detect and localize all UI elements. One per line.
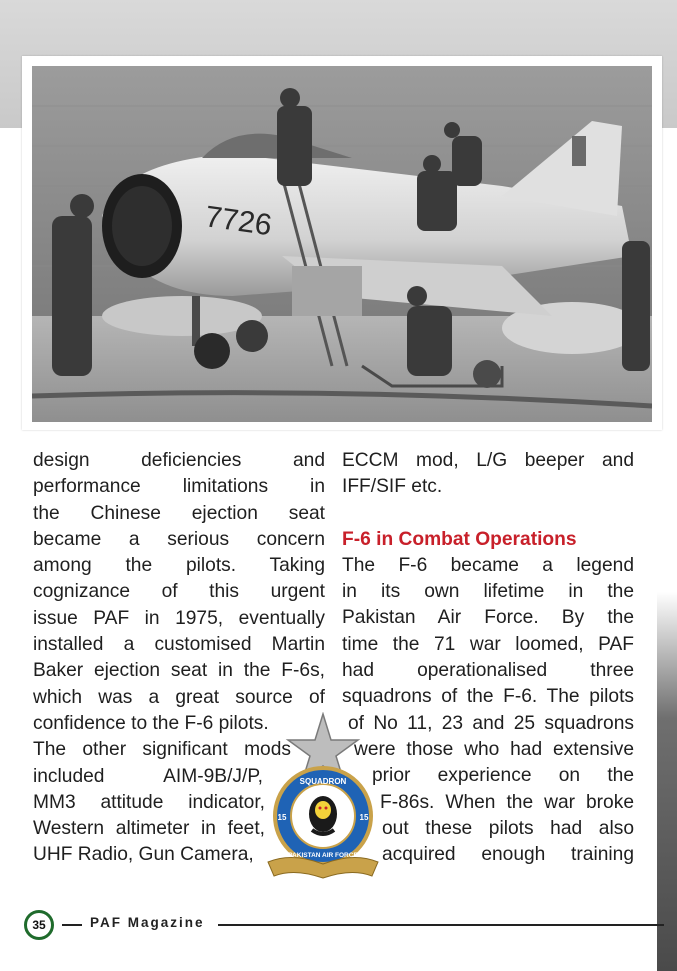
text-line: Baker ejection seat in the F-6s, <box>33 660 325 682</box>
text-line: of No 11, 23 and 25 squadrons <box>348 712 634 734</box>
emblem-top-text: SQUADRON <box>299 777 347 786</box>
text-line: became a serious concern <box>33 528 325 550</box>
text-line: IFF/SIF etc. <box>342 476 443 498</box>
text-line: UHF Radio, Gun Camera, <box>33 844 254 866</box>
text-line: which was a great source of <box>33 686 325 708</box>
section-heading: F-6 in Combat Operations <box>342 528 577 550</box>
text-line: design deficiencies and <box>33 450 325 471</box>
text-line: F-86s. When the war broke <box>380 791 634 813</box>
page-number: 35 <box>24 910 54 940</box>
aircraft-photo <box>32 66 652 422</box>
text-line: The F-6 became a legend <box>342 554 634 576</box>
text-line: prior experience on the <box>372 765 634 787</box>
text-line: time the 71 war loomed, PAF <box>342 633 634 655</box>
text-line: out these pilots had also <box>382 817 634 839</box>
emblem-bottom-text: PAKISTAN AIR FORCE <box>288 852 358 859</box>
text-line: included AIM-9B/J/P, <box>33 765 263 787</box>
text-line: the Chinese ejection seat <box>33 502 325 524</box>
text-line: The other significant mods <box>33 739 291 761</box>
text-line: in its own lifetime in the <box>342 581 634 603</box>
aircraft-number: 7726 <box>203 200 274 243</box>
text-line: acquired enough training <box>382 844 634 866</box>
text-line: ECCM mod, L/G beeper and <box>342 450 634 471</box>
text-line: issue PAF in 1975, eventually <box>33 607 325 629</box>
text-line: Western altimeter in feet, <box>33 818 265 840</box>
text-line: Pakistan Air Force. By the <box>342 607 634 629</box>
squadron-emblem <box>262 712 384 880</box>
text-line: had operationalised three <box>342 660 634 682</box>
page-footer <box>24 910 664 940</box>
emblem-left-number: 15 <box>277 813 287 822</box>
magazine-title: PAF Magazine <box>90 915 205 930</box>
footer-divider <box>62 924 82 926</box>
text-line: MM3 attitude indicator, <box>33 791 265 813</box>
text-line: among the pilots. Taking <box>33 555 325 577</box>
text-line: installed a customised Martin <box>33 634 325 656</box>
footer-rule <box>218 924 664 926</box>
emblem-right-number: 15 <box>359 813 369 822</box>
text-line: cognizance of this urgent <box>33 581 325 603</box>
text-line: performance limitations in <box>33 476 325 498</box>
right-column <box>342 448 634 868</box>
text-line: confidence to the F-6 pilots. <box>33 712 269 734</box>
text-line: squadrons of the F-6. The pilots <box>342 686 634 708</box>
text-line: were those who had extensive <box>354 738 634 760</box>
